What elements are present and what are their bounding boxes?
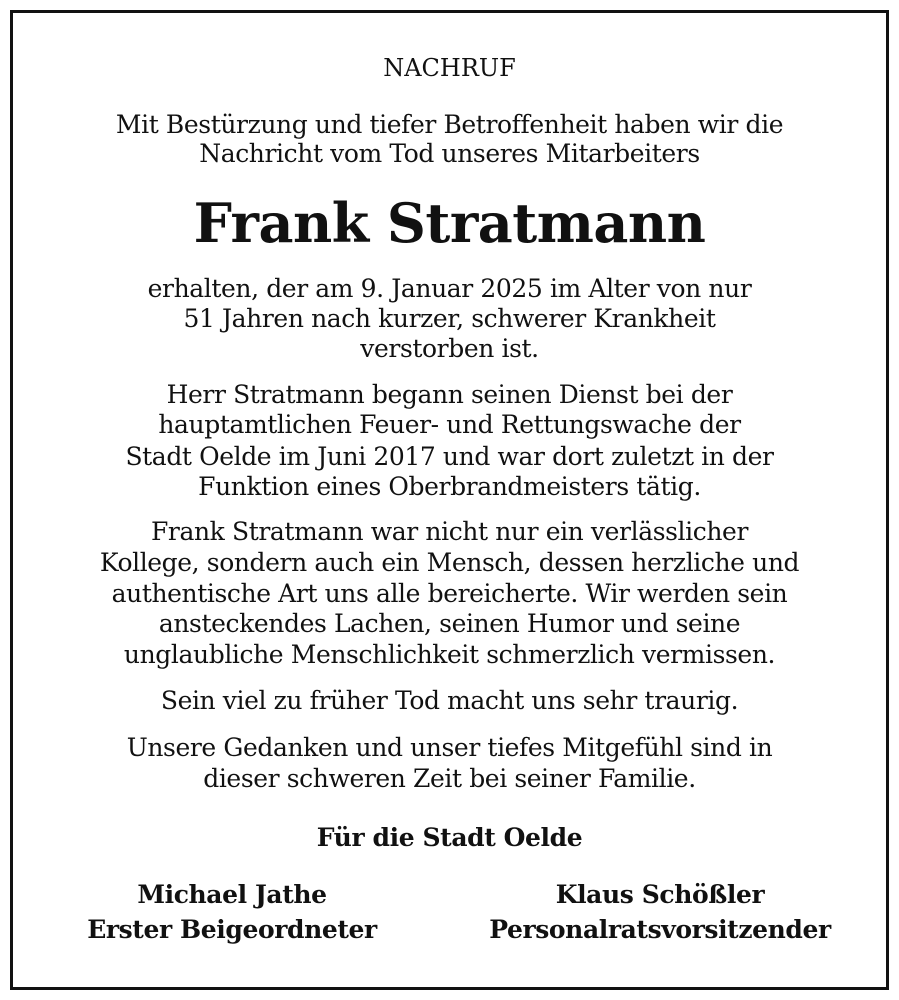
death-info-line: verstorben ist. bbox=[360, 334, 539, 363]
tribute-line: Frank Stratmann war nicht nur ein verlässlicher bbox=[150, 517, 749, 546]
signatory-name: Michael Jathe bbox=[137, 880, 327, 909]
death-info-line: 51 Jahren nach kurzer, schwerer Krankheit bbox=[183, 304, 716, 333]
tribute-line: authentische Art uns alle bereicherte. Wir werden sein bbox=[111, 579, 788, 608]
sympathy-line: Unsere Gedanken und unser tiefes Mitgefühl sind in bbox=[126, 733, 773, 762]
tribute-line: Kollege, sondern auch ein Mensch, dessen herzliche und bbox=[99, 548, 800, 577]
tribute-line: ansteckendes Lachen, seinen Humor und seine bbox=[158, 609, 741, 638]
intro-line: Nachricht vom Tod unseres Mitarbeiters bbox=[199, 139, 700, 168]
heading: NACHRUF bbox=[383, 54, 516, 82]
career-line: Stadt Oelde im Juni 2017 und war dort zuletzt in der bbox=[125, 442, 774, 471]
signatory-title: Personalratsvorsitzender bbox=[489, 915, 831, 944]
sorrow-line: Sein viel zu früher Tod macht uns sehr traurig. bbox=[160, 686, 739, 715]
tribute-line: unglaubliche Menschlichkeit schmerzlich vermissen. bbox=[123, 640, 776, 669]
career-line: hauptamtlichen Feuer- und Rettungswache der bbox=[158, 410, 741, 439]
deceased-name: Frank Stratmann bbox=[193, 191, 706, 255]
intro-line: Mit Bestürzung und tiefer Betroffenheit haben wir die bbox=[115, 110, 784, 139]
death-info-line: erhalten, der am 9. Januar 2025 im Alter von nur bbox=[147, 274, 752, 303]
career-line: Herr Stratmann begann seinen Dienst bei der bbox=[166, 380, 733, 409]
signatory-name: Klaus Schößler bbox=[555, 880, 765, 909]
career-line: Funktion eines Oberbrandmeisters tätig. bbox=[198, 472, 701, 501]
signatory-title: Erster Beigeordneter bbox=[87, 915, 377, 944]
sympathy-line: dieser schweren Zeit bei seiner Familie. bbox=[203, 764, 696, 793]
on-behalf-line: Für die Stadt Oelde bbox=[316, 823, 583, 852]
